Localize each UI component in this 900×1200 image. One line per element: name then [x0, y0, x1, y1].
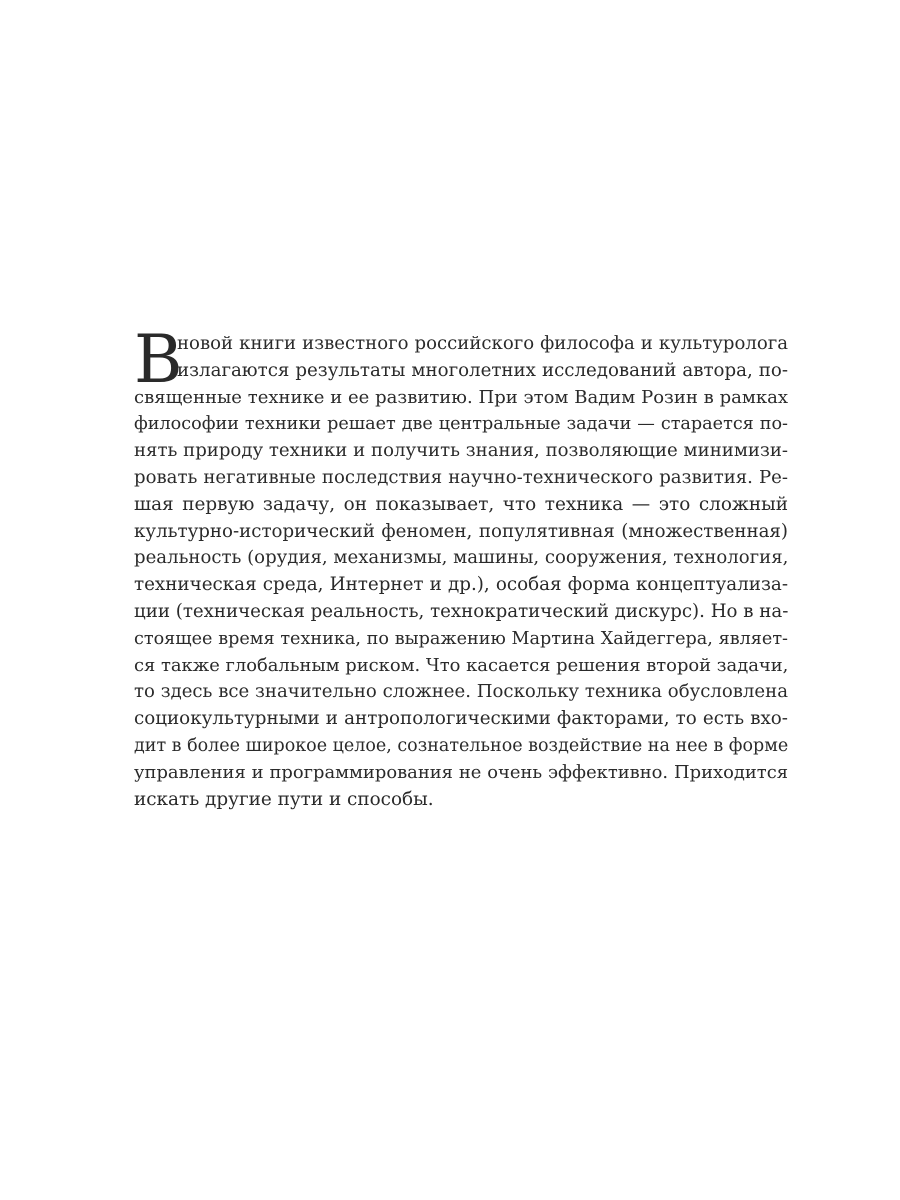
- paragraph-line: культурно-исторический феномен, популятивная (множественная): [134, 520, 788, 542]
- paragraph-line: ции (техническая реальность, технократический дискурс). Но в на-: [134, 600, 789, 622]
- paragraph-line: реальность (орудия, механизмы, машины, сооружения, технология,: [134, 547, 789, 569]
- paragraph-line: новой книги известного российского философа и культуролога: [177, 333, 788, 354]
- paragraph-line: управления и программирования не очень эффективно. Приходится: [134, 761, 788, 783]
- paragraph-line: нять природу техники и получить знания, позволяющие минимизи-: [134, 440, 788, 462]
- paragraph-line: социокультурными и антропологическими факторами, то есть вхо-: [134, 708, 788, 730]
- annotation-paragraph: [134, 321, 789, 813]
- paragraph-line: ся также глобальным риском. Что касается решения второй задачи,: [134, 654, 789, 676]
- paragraph-line: то здесь все значительно сложнее. Поскольку техника обусловлена: [134, 681, 788, 703]
- paragraph-line: философии техники решает две центральные задачи — старается по-: [134, 414, 788, 435]
- paragraph-line: священные технике и ее развитию. При этом Вадим Розин в рамках: [134, 386, 788, 408]
- paragraph-line: шая первую задачу, он показывает, что техника — это сложный: [134, 493, 788, 515]
- paragraph-line: техническая среда, Интернет и др.), особая форма концептуализа-: [134, 574, 788, 596]
- drop-cap: В: [134, 321, 183, 398]
- paragraph-line: дит в более широкое целое, сознательное воздействие на нее в форме: [134, 735, 789, 756]
- paragraph-line: искать другие пути и способы.: [134, 788, 434, 810]
- paragraph-line: стоящее время техника, по выражению Мартина Хайдеггера, являет-: [134, 628, 788, 649]
- paragraph-line: ровать негативные последствия научно-технического развития. Ре-: [134, 466, 788, 488]
- paragraph-line: излагаются результаты многолетних исследований автора, по-: [177, 359, 788, 381]
